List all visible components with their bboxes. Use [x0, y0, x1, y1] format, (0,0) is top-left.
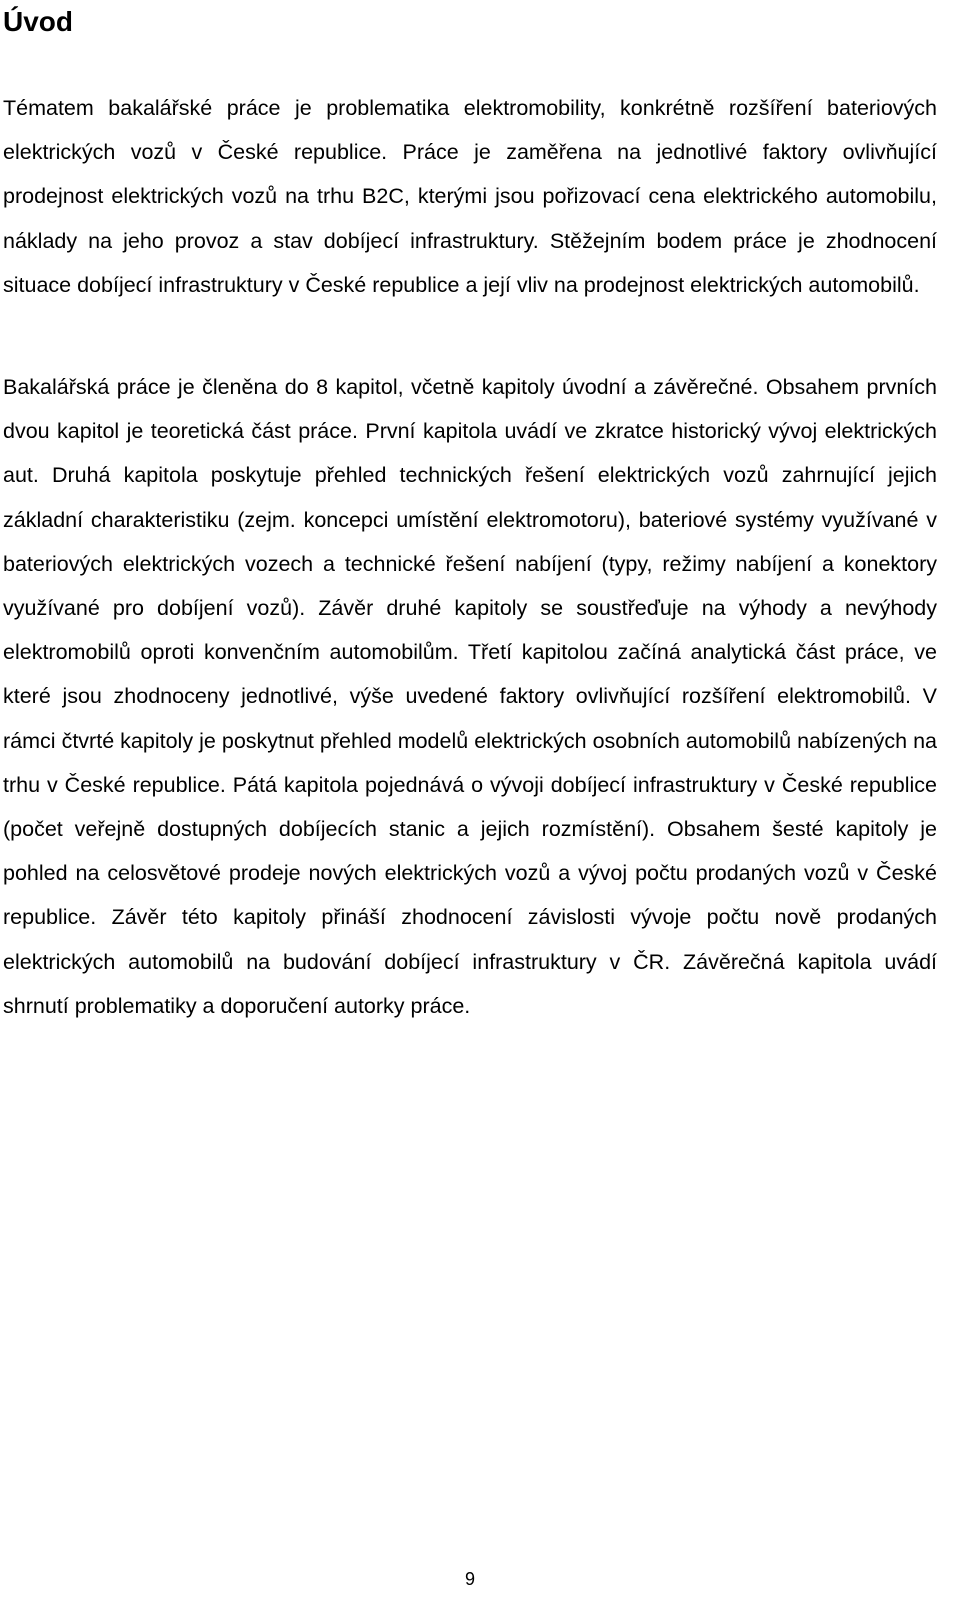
page-number: 9 — [464, 1569, 475, 1589]
section-heading: Úvod — [3, 6, 73, 37]
paragraph-intro: Tématem bakalářské práce je problematika elektromobility, konkrétně rozšíření bateriových elektrických vozů v České republice. Práce je zaměřena na jednotlivé faktory ovlivňující prodejnost elektrických vozů na trhu B2C, kterými jsou pořizovací cena elektrického automobilu, náklady na jeho provoz a stav dobíjecí infrastruktury. Stěžejním bodem práce je zhodnocení situace dobíjecí infrastruktury v České republice a její vliv na prodejnost elektrických automobilů. — [3, 96, 937, 297]
paragraph-structure: Bakalářská práce je členěna do 8 kapitol, včetně kapitoly úvodní a závěrečné. Obsahem prvních dvou kapitol je teoretická část práce. První kapitola uvádí ve zkratce historický vývoj elektrických aut. Druhá kapitola poskytuje přehled technických řešení elektrických vozů zahrnující jejich základní charakteristiku (zejm. koncepci umístění elektromotoru), bateriové systémy využívané v bateriových elektrických vozech a technické řešení nabíjení (typy, režimy nabíjení a konektory využívané pro dobíjení vozů). Závěr druhé kapitoly se soustřeďuje na výhody a nevýhody elektromobilů oproti konvenčním automobilům. Třetí kapitolou začíná analytická část práce, ve které jsou zhodnoceny jednotlivé, výše uvedené faktory ovlivňující rozšíření elektromobilů. V rámci čtvrté kapitoly je poskytnut přehled modelů elektrických osobních automobilů nabízených na trhu v České republice. Pátá kapitola pojednává o vývoji dobíjecí infrastruktury v České republice (počet veřejně dostupných dobíjecích stanic a jejich rozmístění). Obsahem šesté kapitoly je pohled na celosvětové prodeje nových elektrických vozů a vývoj počtu prodaných vozů v České republice. Závěr této kapitoly přináší zhodnocení závislosti vývoje počtu nově prodaných elektrických automobilů na budování dobíjecí infrastruktury v ČR. Závěrečná kapitola uvádí shrnutí problematiky a doporučení autorky práce. — [3, 375, 937, 1018]
